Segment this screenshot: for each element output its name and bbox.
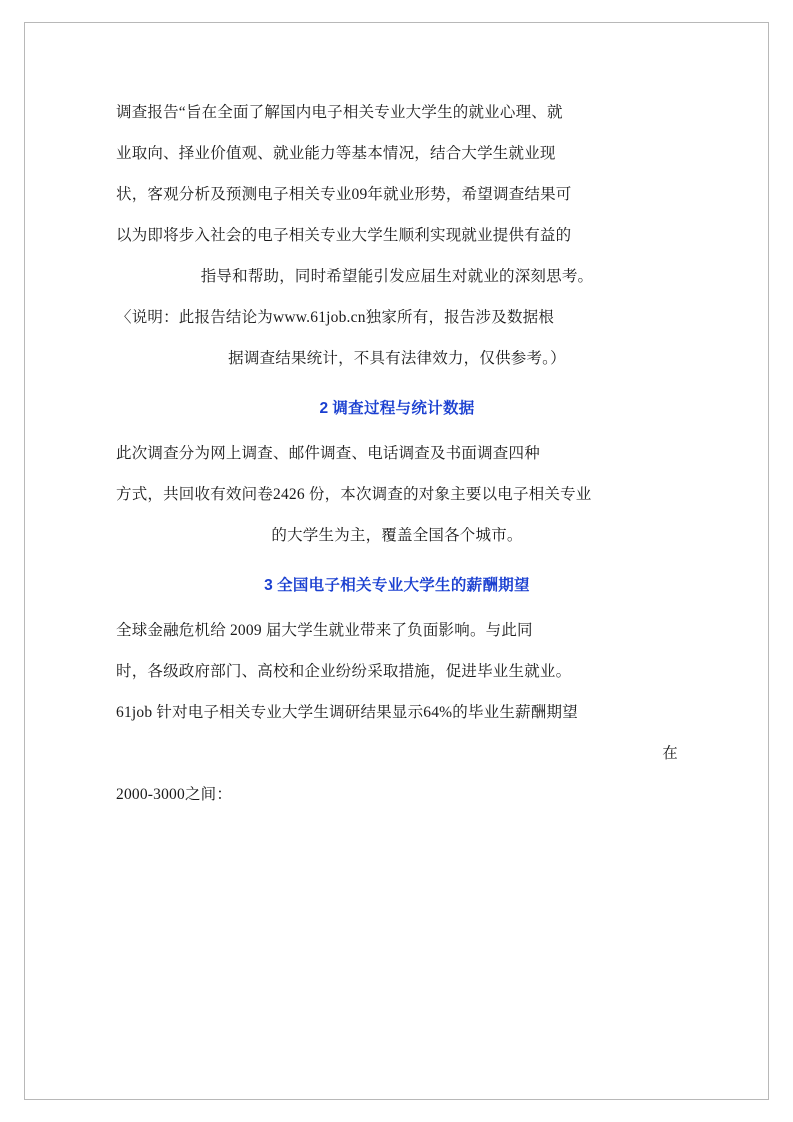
text-line: 据调查结果统计，不具有法律效力，仅供参考。） [228, 350, 566, 367]
section-heading-2 [116, 389, 678, 429]
text-line: 状，客观分析及预测电子相关专业09年就业形势，希望调查结果可 [116, 186, 572, 203]
text-line: 全球金融危机给 2009 届大学生就业带来了负面影响。与此同 [116, 622, 533, 639]
paragraph-line [116, 92, 678, 297]
text-line: 的大学生为主，覆盖全国各个城市。 [271, 527, 523, 544]
text-line: 在 [662, 745, 678, 762]
paragraph-salary-expectation [116, 610, 678, 815]
paragraph-line [116, 610, 678, 815]
text-line: 调查报告“旨在全面了解国内电子相关专业大学生的就业心理、就 [116, 104, 563, 121]
section-heading-3 [116, 566, 678, 606]
paragraph-line [116, 433, 678, 556]
text-line: 61job 针对电子相关专业大学生调研结果显示64%的毕业生薪酬期望 [116, 704, 578, 721]
section-number: 3 [264, 577, 274, 594]
text-line: 时，各级政府部门、高校和企业纷纷采取措施，促进毕业生就业。 [116, 663, 572, 680]
document-body [116, 92, 678, 815]
paragraph-intro [116, 92, 678, 297]
paragraph-line [116, 297, 678, 379]
text-line: 此次调查分为网上调查、邮件调查、电话调查及书面调查四种 [116, 445, 540, 462]
text-line: 2000-3000之间： [116, 786, 233, 803]
section-number: 2 [319, 400, 329, 417]
text-line: 〈说明：此报告结论为www.61job.cn独家所有，报告涉及数据根 [116, 309, 555, 326]
text-line: 指导和帮助，同时希望能引发应届生对就业的深刻思考。 [200, 268, 594, 285]
text-line: 以为即将步入社会的电子相关专业大学生顺利实现就业提供有益的 [116, 227, 572, 244]
section-title: 全国电子相关专业大学生的薪酬期望 [277, 577, 530, 594]
section-title: 调查过程与统计数据 [332, 400, 475, 417]
paragraph-survey-process [116, 433, 678, 556]
text-line: 业取向、择业价值观、就业能力等基本情况，结合大学生就业现 [116, 145, 556, 162]
paragraph-note [116, 297, 678, 379]
text-line: 方式，共回收有效问卷2426 份，本次调查的对象主要以电子相关专业 [116, 486, 592, 503]
